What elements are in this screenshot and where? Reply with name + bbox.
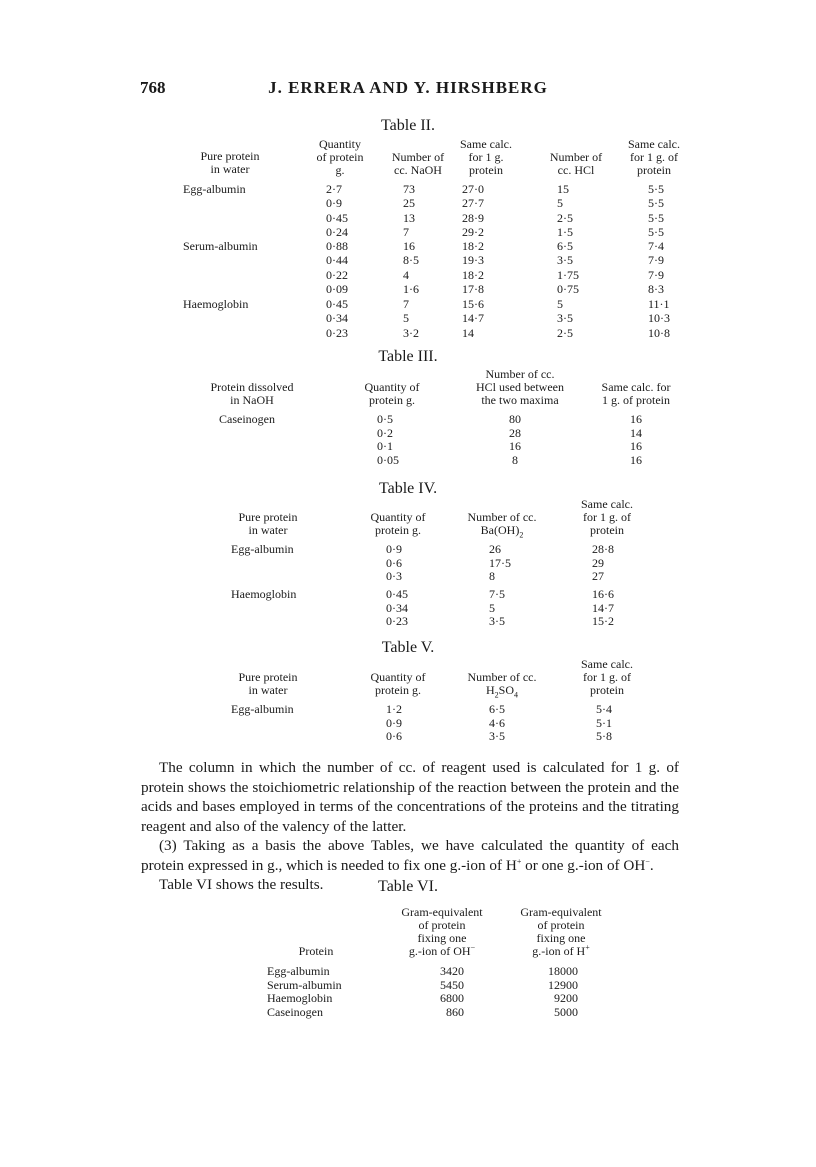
table-cell: 0·2 (377, 425, 393, 440)
table-cell: 0·34 (386, 600, 408, 615)
table-4-header-formula-sub: 2 (519, 530, 524, 540)
table-3-header-per-g: Same calc. for 1 g. of protein (601, 380, 671, 407)
table-2-header-hcl: Number of cc. HCl (549, 150, 603, 177)
table-cell: 26 (489, 542, 501, 556)
table-3-header-protein: Protein dissolved in NaOH (210, 380, 294, 407)
table-cell: 7 (403, 225, 409, 240)
table-cell: 5·5 (648, 182, 664, 196)
table-cell: 8 (512, 452, 518, 467)
table-cell: 0·45 (326, 297, 348, 311)
table-6-title: Table VI. (378, 878, 438, 895)
table-cell: 16 (630, 452, 642, 467)
table-cell: 7·9 (648, 253, 664, 268)
table-5-header-quantity: Quantity of protein g. (370, 670, 426, 697)
table-6-header-oh (386, 906, 498, 958)
table-cell: 0·9 (386, 715, 402, 730)
table-cell: 11·1 (648, 297, 670, 311)
table-cell: 5 (557, 297, 563, 311)
table-cell: 27·0 (462, 182, 484, 196)
table-cell: 28·8 (592, 542, 614, 556)
table-4-group-label: Haemoglobin (231, 587, 297, 601)
table-cell: 3·5 (489, 729, 505, 743)
table-5-header-reagent-formula (452, 683, 552, 700)
table-cell: 18·2 (462, 267, 484, 282)
table-cell: 27 (592, 569, 604, 583)
table-cell: 0·45 (386, 587, 408, 601)
table-5-header-formula-sub2: 2 (494, 690, 499, 700)
table-cell: Serum-albumin (267, 977, 342, 992)
table-3-header-hcl: Number of cc. HCl used between the two maxima (476, 367, 564, 407)
table-cell: 860 (446, 1004, 464, 1019)
table-5-header-reagent (452, 670, 552, 700)
table-5-header-reagent-line1: Number of cc. (467, 670, 537, 684)
table-cell: 1·2 (386, 702, 402, 716)
table-2-header-hcl-per-g: Same calc. for 1 g. of protein (628, 137, 680, 177)
table-cell: 0·34 (326, 311, 348, 326)
table-cell: 10·3 (648, 311, 670, 326)
sup-minus: − (645, 856, 650, 866)
table-5-header-formula-sub4: 4 (514, 690, 518, 700)
table-5-header-formula-h: H (485, 683, 495, 697)
table-4-header-reagent-line1: Number of cc. (467, 510, 537, 524)
table-cell: 6·5 (557, 239, 573, 253)
sup-plus: + (516, 856, 522, 866)
table-cell: 15·2 (592, 614, 614, 628)
table-6-header-oh-text: Gram-equivalent of protein fixing one g.-ion of OH (401, 905, 483, 958)
table-cell: 16 (509, 439, 521, 453)
table-cell: 5·5 (648, 196, 664, 211)
table-cell: 7 (403, 297, 409, 311)
table-2-header-naoh: Number of cc. NaOH (391, 150, 445, 177)
table-4-header-per-g: Same calc. for 1 g. of protein (581, 497, 633, 537)
table-cell: 0·9 (386, 542, 402, 556)
table-4-header-quantity: Quantity of protein g. (370, 510, 426, 537)
table-cell: Egg-albumin (267, 964, 330, 978)
table-cell: 15 (557, 182, 569, 196)
table-cell: 1·5 (557, 225, 573, 240)
table-cell: 29·2 (462, 225, 484, 240)
table-cell: 29 (592, 555, 604, 570)
table-cell: 5000 (554, 1004, 578, 1019)
running-header (0, 78, 816, 100)
table-2-header-quantity: Quantity of protein g. (316, 137, 364, 177)
table-cell: 28 (509, 425, 521, 440)
table-cell: 6·5 (489, 702, 505, 716)
table-4-header-protein: Pure protein in water (238, 510, 298, 537)
table-cell: 27·7 (462, 196, 484, 211)
table-cell: 1·75 (557, 267, 579, 282)
table-cell: 0·5 (377, 412, 393, 426)
table-cell: 5·1 (596, 715, 612, 730)
table-cell: Haemoglobin (267, 991, 333, 1005)
paragraph-2-part-c: . (649, 856, 654, 874)
table-cell: 3·5 (557, 253, 573, 268)
table-cell: 17·8 (462, 282, 484, 297)
table-cell: 0·75 (557, 282, 579, 297)
table-cell: 14 (630, 425, 642, 440)
table-5-header-per-g: Same calc. for 1 g. of protein (581, 657, 633, 697)
paragraph-1: The column in which the number of cc. of reagent used is calculated for 1 g. of protein shows the stoichiometric relationship of the reaction between the protein and the acids and bases employed in terms of the concentrations of the proteins and the titrating reagent and also of the valency of the latter. (141, 759, 679, 835)
page-number: 768 (140, 78, 166, 97)
table-cell: 80 (509, 412, 521, 426)
table-cell: 18000 (548, 964, 578, 978)
table-cell: 4·6 (489, 715, 505, 730)
table-4-header-reagent (452, 510, 552, 540)
table-5-header-protein: Pure protein in water (238, 670, 298, 697)
table-cell: 14 (462, 325, 474, 340)
table-cell: 5·5 (648, 225, 664, 240)
table-cell: Caseinogen (267, 1004, 323, 1019)
table-cell: 16 (630, 412, 642, 426)
table-cell: 3·2 (403, 325, 419, 340)
table-cell: 0·1 (377, 439, 393, 453)
table-2-group-label: Haemoglobin (183, 297, 249, 311)
table-6-header-protein: Protein (298, 944, 334, 958)
table-cell: 15·6 (462, 297, 484, 311)
table-cell: 73 (403, 182, 415, 196)
table-6-header-h-text: Gram-equivalent of protein fixing one g.-ion of H (520, 905, 602, 958)
body-text (141, 758, 679, 895)
table-cell: 2·5 (557, 210, 573, 225)
table-cell: 6800 (440, 991, 464, 1005)
table-cell: 0·05 (377, 452, 399, 467)
table-cell: 0·23 (326, 325, 348, 340)
table-6-header-h (505, 906, 617, 958)
table-2-title: Table II. (381, 117, 435, 134)
table-cell: 0·23 (386, 614, 408, 628)
table-cell: 1·6 (403, 282, 419, 297)
table-cell: 7·4 (648, 239, 664, 253)
table-cell: 5 (403, 311, 409, 326)
table-5-group-label: Egg-albumin (231, 702, 294, 716)
table-2-header-protein: Pure protein in water (200, 149, 260, 176)
table-6-header-oh-sup: − (470, 943, 476, 952)
table-cell: 2·5 (557, 325, 573, 340)
table-cell: 0·3 (386, 569, 402, 583)
table-cell: 28·9 (462, 210, 484, 225)
table-cell: 8 (489, 569, 495, 583)
table-5-header-formula-so: SO (498, 683, 514, 697)
table-3-header-quantity: Quantity of protein g. (364, 380, 420, 407)
table-5-title: Table V. (381, 639, 435, 656)
table-cell: 25 (403, 196, 415, 211)
table-cell: 16·6 (592, 587, 614, 601)
table-cell: 0·44 (326, 253, 348, 268)
table-cell: 0·22 (326, 267, 348, 282)
table-cell: 5 (557, 196, 563, 211)
table-cell: 0·9 (326, 196, 342, 211)
table-cell: 13 (403, 210, 415, 225)
table-cell: 10·8 (648, 325, 670, 340)
table-2-group-label: Egg-albumin (183, 182, 246, 196)
table-cell: 17·5 (489, 555, 511, 570)
table-cell: 18·2 (462, 239, 484, 253)
table-cell: 0·09 (326, 282, 348, 297)
table-cell: 5450 (440, 977, 464, 992)
table-4-group-label: Egg-albumin (231, 542, 294, 556)
table-cell: 0·45 (326, 210, 348, 225)
table-cell: 4 (403, 267, 409, 282)
table-cell: 14·7 (462, 311, 484, 326)
table-cell: 2·7 (326, 182, 342, 196)
table-cell: 9200 (554, 991, 578, 1005)
table-cell: 8·3 (648, 282, 664, 297)
table-3-group-label: Caseinogen (219, 412, 275, 426)
table-cell: 3420 (440, 964, 464, 978)
table-cell: 7·5 (489, 587, 505, 601)
table-cell: 19·3 (462, 253, 484, 268)
table-cell: 5 (489, 600, 495, 615)
running-head-authors: J. ERRERA AND Y. HIRSHBERG (268, 78, 548, 97)
table-4-header-reagent-formula (452, 523, 552, 540)
table-cell: 16 (403, 239, 415, 253)
table-cell: 0·6 (386, 555, 402, 570)
table-6-header-h-sup: + (585, 943, 590, 952)
paragraph-3: Table VI shows the results. (159, 876, 324, 893)
table-2-group-label: Serum-albumin (183, 239, 258, 253)
paragraph-2-part-b: or one g.-ion of OH (521, 856, 646, 874)
table-cell: 0·6 (386, 729, 402, 743)
table-cell: 8·5 (403, 253, 419, 268)
table-cell: 16 (630, 439, 642, 453)
table-cell: 14·7 (592, 600, 614, 615)
table-cell: 5·8 (596, 729, 612, 743)
table-cell: 0·88 (326, 239, 348, 253)
table-cell: 5·4 (596, 702, 612, 716)
paragraph-2-part-a: (3) Taking as a basis the above Tables, we have calculated the quantity of each protein expressed in g., which is needed to fix one g.-ion of H (141, 837, 679, 874)
table-cell: 5·5 (648, 210, 664, 225)
table-4-header-formula-text: Ba(OH) (480, 523, 520, 537)
table-cell: 0·24 (326, 225, 348, 240)
table-cell: 12900 (548, 977, 578, 992)
table-cell: 3·5 (557, 311, 573, 326)
table-2-header-naoh-per-g: Same calc. for 1 g. protein (460, 137, 512, 177)
table-cell: 7·9 (648, 267, 664, 282)
table-4-title: Table IV. (378, 480, 438, 497)
paragraph-2 (141, 836, 679, 875)
table-cell: 3·5 (489, 614, 505, 628)
table-3-title: Table III. (378, 348, 438, 365)
